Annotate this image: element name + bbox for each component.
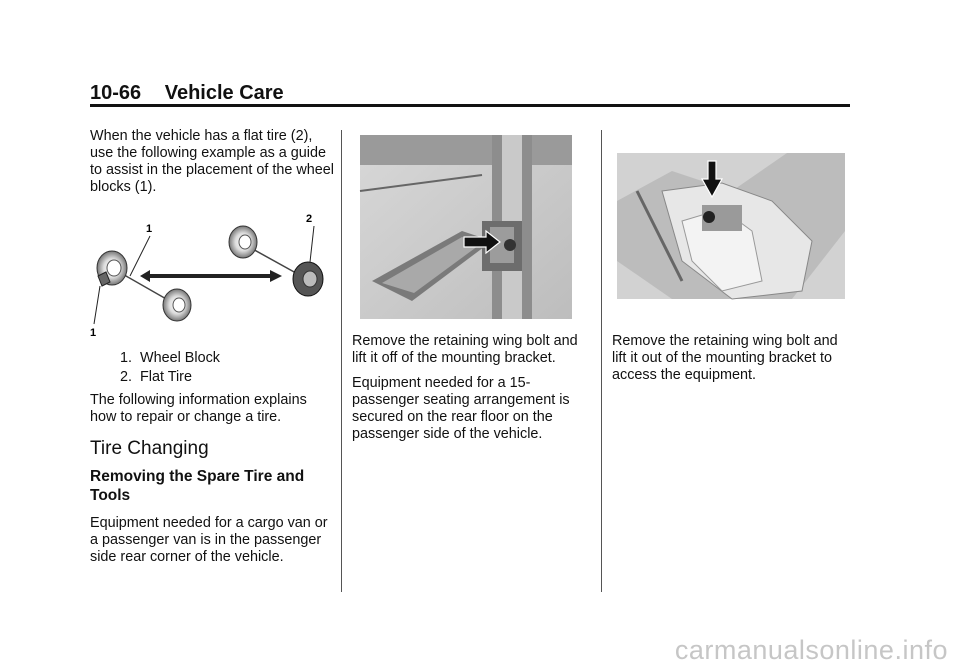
- caption-paragraph: Remove the retaining wing bolt and lift it off of the mounting bracket.: [352, 333, 578, 366]
- legend-item: 1. Wheel Block: [136, 350, 335, 367]
- legend-item: 2. Flat Tire: [136, 369, 335, 386]
- column-divider-1: [341, 130, 342, 592]
- figure-legend: [90, 350, 335, 386]
- column-1: [90, 128, 335, 574]
- section-heading: Tire Changing: [90, 438, 209, 459]
- wheel-block-diagram: [90, 206, 330, 346]
- intro-paragraph: When the vehicle has a flat tire (2), use the following example as a guide to assist in the placement of the wheel blocks (1).: [90, 128, 334, 195]
- subsection-heading: Removing the Spare Tire and Tools: [90, 468, 305, 504]
- label-1-bottom: 1: [90, 327, 97, 339]
- column-divider-2: [601, 130, 602, 592]
- wing-bolt-icon: [703, 211, 715, 223]
- label-1-top: 1: [146, 223, 153, 235]
- flat-tire: [293, 262, 323, 296]
- front-left-wheel: [229, 226, 257, 258]
- body-paragraph: Equipment needed for a 15-passenger seating arrangement is secured on the rear floor on the passenger side of the vehicle.: [352, 375, 570, 442]
- wing-bolt-photo-2: [612, 131, 852, 321]
- body-paragraph: Equipment needed for a cargo van or a passenger van is in the passenger side rear corner of the vehicle.: [90, 515, 328, 565]
- wing-bolt-photo-1: [352, 131, 592, 321]
- header-rule: [90, 104, 850, 107]
- info-paragraph: The following information explains how to repair or change a tire.: [90, 392, 307, 425]
- column-3: [612, 131, 852, 392]
- label-2: 2: [306, 213, 313, 225]
- section-title: Vehicle Care: [164, 82, 284, 104]
- column-2: [352, 131, 592, 451]
- page-number: 10-66: [90, 82, 142, 104]
- caption-paragraph: Remove the retaining wing bolt and lift it out of the mounting bracket to access the equipment.: [612, 333, 838, 383]
- rear-right-wheel: [163, 289, 191, 321]
- wing-bolt-icon: [504, 239, 516, 251]
- page-header: [90, 82, 284, 105]
- watermark: carmanualsonline.info: [674, 635, 948, 665]
